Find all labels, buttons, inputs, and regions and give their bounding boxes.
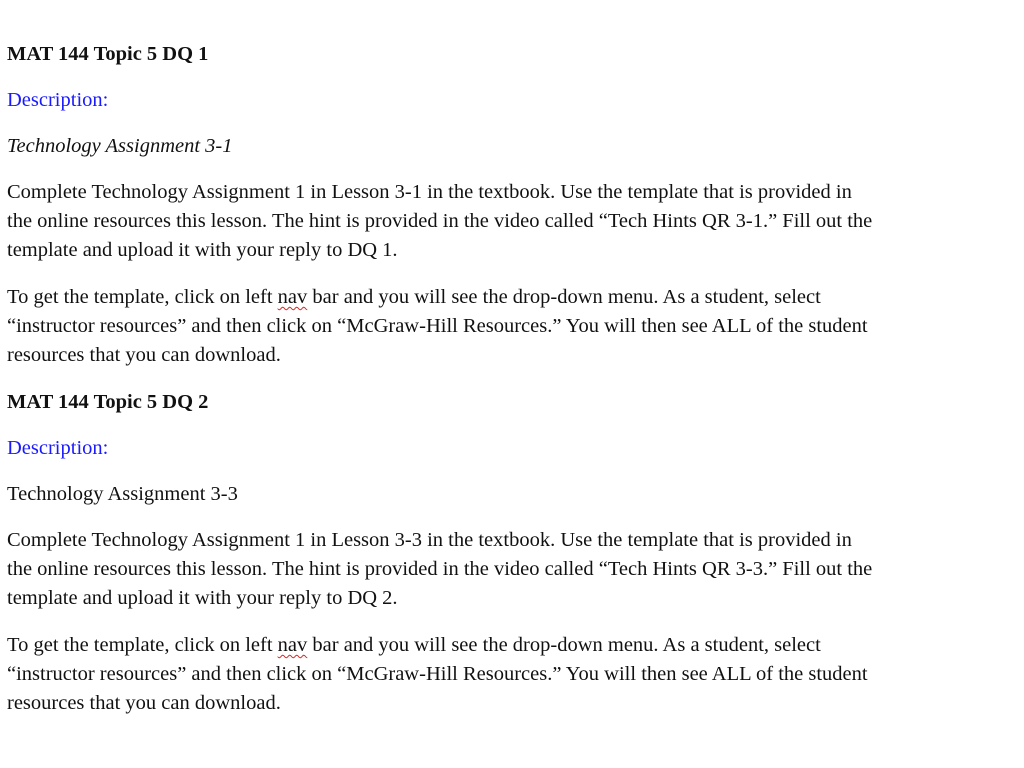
description-label: Description: <box>7 89 109 111</box>
paragraph-line: the online resources this lesson. The hint is provided in the video called “Tech Hints QR 3-1.” Fill out the <box>7 210 873 232</box>
paragraph-line <box>7 631 1014 660</box>
text-fragment: bar and you will see the drop-down menu. As a student, select <box>307 286 821 308</box>
paragraph-line <box>7 283 1014 312</box>
text-fragment: To get the template, click on left <box>7 286 278 308</box>
paragraph-line: Complete Technology Assignment 1 in Lesson 3-1 in the textbook. Use the template that is provided in <box>7 181 852 203</box>
description-label: Description: <box>7 437 109 459</box>
paragraph-line: Complete Technology Assignment 1 in Lesson 3-3 in the textbook. Use the template that is provided in <box>7 529 852 551</box>
section-title: MAT 144 Topic 5 DQ 1 <box>7 43 209 65</box>
paragraph-line: the online resources this lesson. The hint is provided in the video called “Tech Hints QR 3-3.” Fill out the <box>7 558 873 580</box>
text-fragment: bar and you will see the drop-down menu. As a student, select <box>307 634 821 656</box>
instructions-paragraph <box>7 178 1014 265</box>
paragraph-line: “instructor resources” and then click on “McGraw-Hill Resources.” You will then see ALL of the student <box>7 663 868 685</box>
template-paragraph <box>7 631 1014 718</box>
instructions-paragraph <box>7 526 1014 613</box>
assignment-subtitle: Technology Assignment 3-3 <box>7 483 238 505</box>
misspelled-word[interactable]: nav <box>277 286 308 308</box>
template-paragraph <box>7 283 1014 370</box>
paragraph-line: resources that you can download. <box>7 344 281 366</box>
paragraph-line: template and upload it with your reply to DQ 2. <box>7 587 398 609</box>
section-title: MAT 144 Topic 5 DQ 2 <box>7 391 209 413</box>
paragraph-line: resources that you can download. <box>7 692 281 714</box>
assignment-subtitle: Technology Assignment 3-1 <box>7 135 233 157</box>
misspelled-word[interactable]: nav <box>277 634 308 656</box>
paragraph-line: template and upload it with your reply to DQ 1. <box>7 239 398 261</box>
paragraph-line: “instructor resources” and then click on “McGraw-Hill Resources.” You will then see ALL of the student <box>7 315 868 337</box>
text-fragment: To get the template, click on left <box>7 634 278 656</box>
